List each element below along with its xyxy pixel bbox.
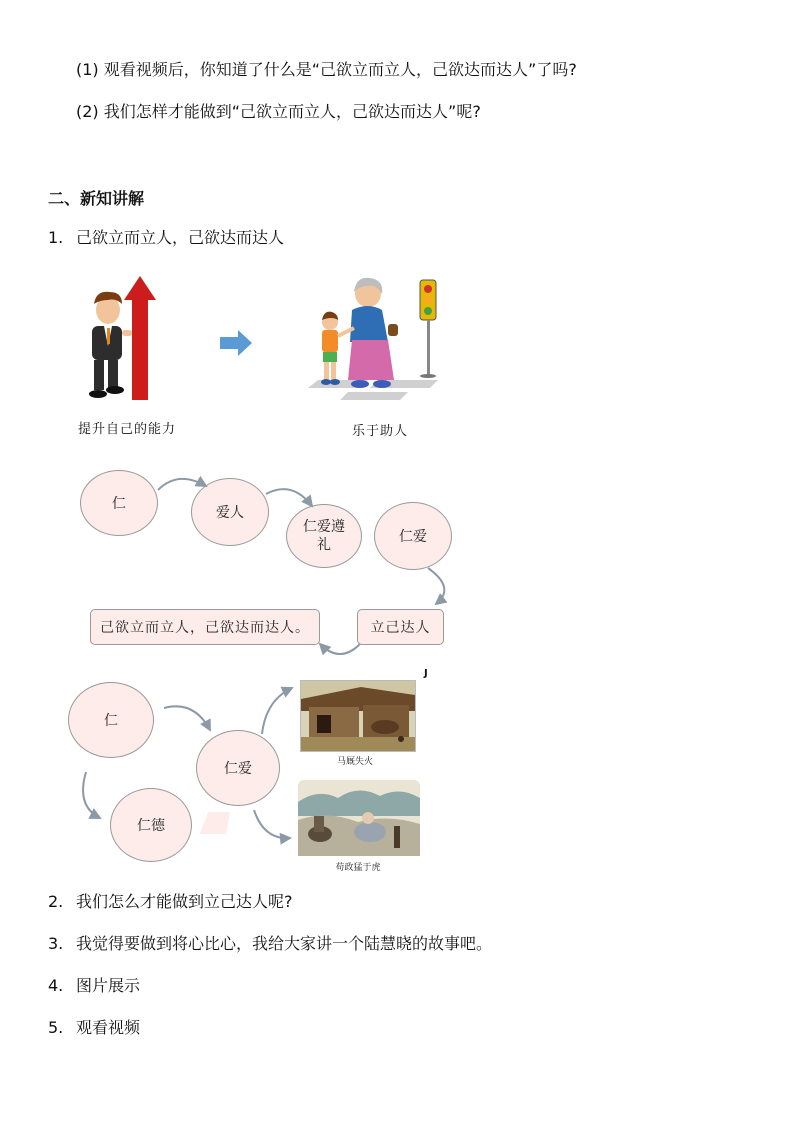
list-text: 图片展示 — [76, 976, 141, 995]
node-ren-2: 仁 — [68, 682, 154, 758]
node-ren: 仁 — [80, 470, 158, 536]
caption-improve-ability: 提升自己的能力 — [78, 422, 177, 437]
node-ren-ai-2: 仁爱 — [196, 730, 280, 806]
decorative-wedge — [200, 812, 230, 836]
node-ren-ai-zun-li: 仁爱遵礼 — [286, 504, 362, 568]
node-ren-de: 仁德 — [110, 788, 192, 862]
list-item — [48, 228, 284, 248]
caption-tyranny-tiger: 苟政猛于虎 — [335, 863, 381, 873]
list-item — [48, 1018, 140, 1038]
caption-stable-fire: 马厩失火 — [336, 757, 373, 767]
tyranny-tiger-painting — [298, 780, 420, 856]
list-text: 我觉得要做到将心比心，我给大家讲一个陆慧晓的故事吧。 — [76, 934, 493, 953]
list-number: 3. — [48, 934, 64, 953]
node-ai-ren: 爱人 — [191, 478, 269, 546]
question-2: (2) 我们怎样才能做到“己欲立而立人，己欲达而达人”呢? — [76, 102, 481, 121]
section-heading: 二、新知讲解 — [48, 189, 145, 208]
box-li-ji-da-ren: 立己达人 — [357, 609, 444, 645]
list-item — [48, 976, 140, 996]
list-item — [48, 934, 492, 954]
list-text: 己欲立而立人，己欲达而达人 — [76, 228, 285, 247]
list-text: 观看视频 — [76, 1018, 141, 1037]
list-number: 1. — [48, 228, 64, 247]
question-1: (1) 观看视频后，你知道了什么是“己欲立而立人，己欲达而达人”了吗? — [76, 60, 577, 79]
stable-fire-photo — [300, 680, 416, 752]
corner-mark: J — [424, 668, 428, 679]
list-text: 我们怎么才能做到立己达人呢? — [76, 892, 293, 911]
node-ren-ai: 仁爱 — [374, 502, 452, 570]
caption-helping-others: 乐于助人 — [352, 424, 409, 439]
helping-elderly-illustration — [308, 276, 448, 406]
box-ji-yu-li: 己欲立而立人，己欲达而达人。 — [90, 609, 320, 645]
list-number: 2. — [48, 892, 64, 911]
right-arrow-icon — [220, 330, 252, 356]
list-number: 5. — [48, 1018, 64, 1037]
businessman-growth-illustration — [82, 276, 162, 402]
list-number: 4. — [48, 976, 64, 995]
list-item — [48, 892, 293, 912]
